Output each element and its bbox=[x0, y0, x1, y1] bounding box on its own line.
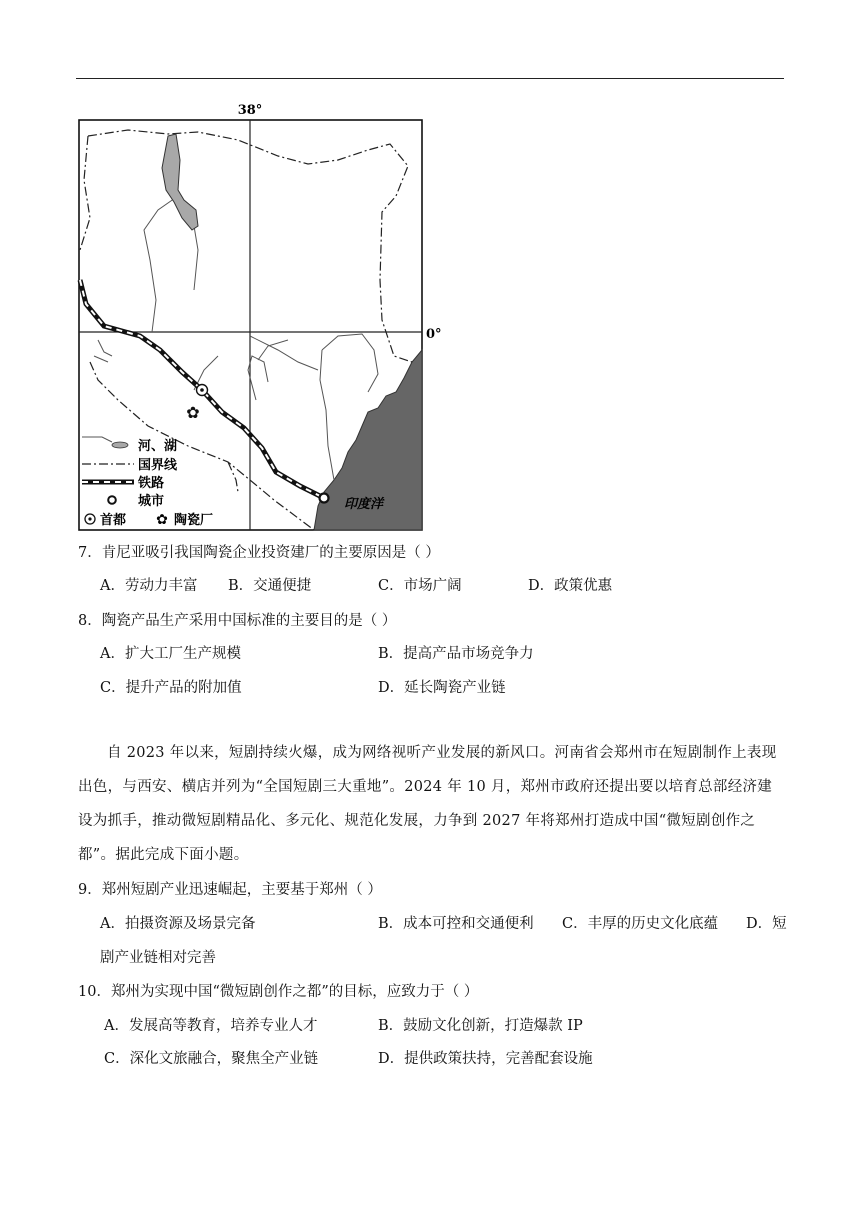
q8-option-d[interactable]: D．延长陶瓷产业链 bbox=[378, 680, 506, 696]
capital-nairobi bbox=[197, 385, 208, 396]
legend-capital: 首都 bbox=[100, 513, 127, 528]
q9-option-b[interactable]: B．成本可控和交通便利 bbox=[378, 916, 534, 932]
q10-option-a[interactable]: A．发展高等教育，培养专业人才 bbox=[104, 1018, 318, 1034]
city-mombasa bbox=[320, 494, 329, 503]
lat-label: 38° bbox=[237, 103, 263, 118]
legend-river-lake: 河、湖 bbox=[138, 439, 178, 454]
q8-option-a[interactable]: A．扩大工厂生产规模 bbox=[100, 646, 241, 662]
q9-option-d[interactable]: D．短 bbox=[746, 916, 787, 932]
legend-factory: 陶瓷厂 bbox=[174, 513, 214, 528]
q10-option-c[interactable]: C．深化文旅融合，聚焦全产业链 bbox=[104, 1051, 319, 1067]
question-8-stem: 8．陶瓷产品生产采用中国标准的主要目的是（ ） bbox=[78, 613, 397, 629]
ocean-label: 印度洋 bbox=[344, 497, 384, 512]
q7-option-a[interactable]: A．劳动力丰富 bbox=[100, 578, 198, 594]
header-rule bbox=[76, 78, 784, 79]
map-svg bbox=[78, 100, 442, 532]
question-9-stem: 9．郑州短剧产业迅速崛起，主要基于郑州（ ） bbox=[78, 882, 382, 898]
legend-border: 国界线 bbox=[138, 458, 178, 473]
q7-option-b[interactable]: B．交通便捷 bbox=[228, 578, 312, 594]
q9-option-c[interactable]: C．丰厚的历史文化底蕴 bbox=[562, 916, 719, 932]
q9-option-a[interactable]: A．拍摄资源及场景完备 bbox=[100, 916, 256, 932]
legend-railway: 铁路 bbox=[138, 476, 165, 491]
factory-icon: ✿ bbox=[186, 403, 200, 422]
legend-city: 城市 bbox=[138, 494, 165, 509]
q9-option-d-continuation: 剧产业链相对完善 bbox=[100, 950, 216, 966]
q8-option-b[interactable]: B．提高产品市场竞争力 bbox=[378, 646, 534, 662]
q7-option-d[interactable]: D．政策优惠 bbox=[528, 578, 613, 594]
reading-passage: 自 2023 年以来，短剧持续火爆，成为网络视听产业发展的新风口。河南省会郑州市在短剧制作上表现出色，与西安、横店并列为“全国短剧三大重地”。2024 年 10 月，郑州市政府还提出要以培育总部经济建设为抓手，推动微短剧精品化、多元化、规范化发展，力争到 2027 年将郑州打造成中国“微短剧创作之都”。据此完成下面小题。 bbox=[78, 745, 777, 863]
q10-option-d[interactable]: D．提供政策扶持，完善配套设施 bbox=[378, 1051, 593, 1067]
question-7-stem: 7．肯尼亚吸引我国陶瓷企业投资建厂的主要原因是（ ） bbox=[78, 545, 440, 561]
lon-label: 0° bbox=[426, 327, 442, 342]
kenya-map bbox=[78, 100, 442, 536]
legend-factory-icon: ✿ bbox=[156, 512, 168, 528]
q8-option-c[interactable]: C．提升产品的附加值 bbox=[100, 680, 242, 696]
question-10-stem: 10．郑州为实现中国“微短剧创作之都”的目标，应致力于（ ） bbox=[78, 984, 479, 1000]
q7-option-c[interactable]: C．市场广阔 bbox=[378, 578, 462, 594]
q10-option-b[interactable]: B．鼓励文化创新，打造爆款 IP bbox=[378, 1018, 583, 1034]
